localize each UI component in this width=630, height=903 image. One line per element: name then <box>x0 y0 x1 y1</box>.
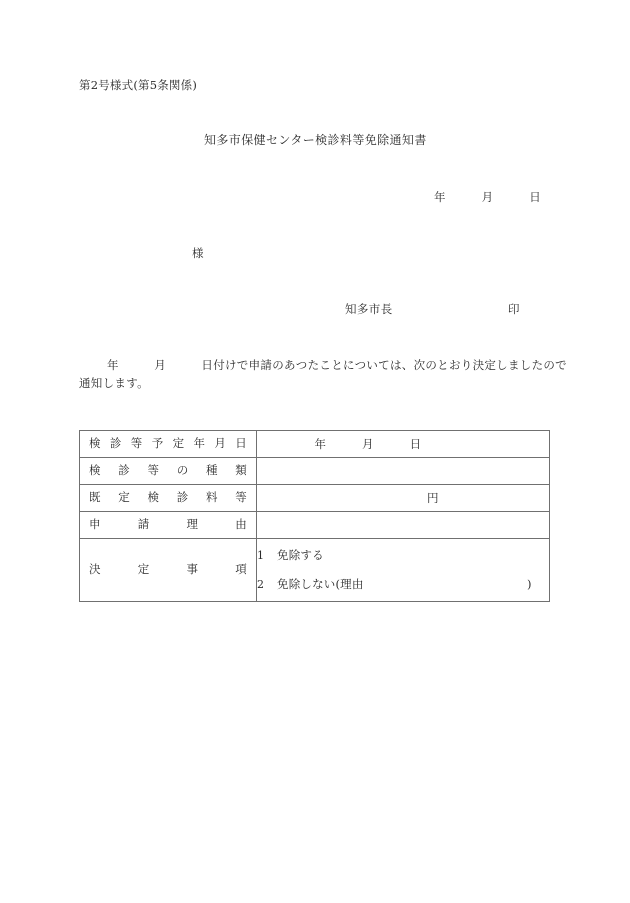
body-paragraph-line-1: 年 月 日付けで申請のあつたことについては、次のとおり決定しましたので <box>107 358 567 372</box>
row-label-reason <box>80 512 257 539</box>
label-text: 検診等予定年月日 <box>89 436 247 451</box>
row-label-fee <box>80 485 257 512</box>
label-text: 既定検診料等 <box>89 490 247 505</box>
label-text: 決定事項 <box>89 562 247 577</box>
document-title: 知多市保健センター検診料等免除通知書 <box>204 133 427 147</box>
row-label-exam-date <box>80 431 257 458</box>
value-text: 年 月 日 <box>314 437 422 451</box>
issue-date-placeholder: 年 月 日 <box>434 190 542 204</box>
body-paragraph-line-2: 通知します。 <box>79 376 149 390</box>
decision-option-2[interactable] <box>257 579 549 591</box>
decision-option-1[interactable] <box>257 547 549 562</box>
option-label: 免除する <box>277 547 324 562</box>
value-text <box>267 465 539 477</box>
row-value-exam-type[interactable] <box>257 458 550 485</box>
table-row <box>80 485 550 512</box>
option-paren-close: ) <box>527 577 532 591</box>
label-text: 検診等の種類 <box>89 463 247 478</box>
table-row <box>80 512 550 539</box>
seal-mark: 印 <box>508 302 520 316</box>
form-number: 第2号様式(第5条関係) <box>79 78 198 92</box>
table-row <box>80 431 550 458</box>
table-row <box>80 458 550 485</box>
value-text: 円 <box>427 491 439 505</box>
table-row-decision <box>80 539 550 602</box>
row-label-decision <box>80 539 257 602</box>
label-text: 申請理由 <box>89 517 247 532</box>
value-text <box>267 519 539 531</box>
notification-table <box>79 430 550 602</box>
row-value-reason[interactable] <box>257 512 550 539</box>
row-value-exam-date[interactable] <box>257 431 550 458</box>
addressee-honorific: 様 <box>192 246 204 260</box>
row-value-decision <box>257 539 550 602</box>
issuer-name: 知多市長 <box>345 302 393 316</box>
option-label: 免除しない(理由 <box>277 577 364 591</box>
row-label-exam-type <box>80 458 257 485</box>
row-value-fee[interactable] <box>257 485 550 512</box>
option-number: 2 <box>257 578 265 591</box>
option-number: 1 <box>257 548 265 562</box>
